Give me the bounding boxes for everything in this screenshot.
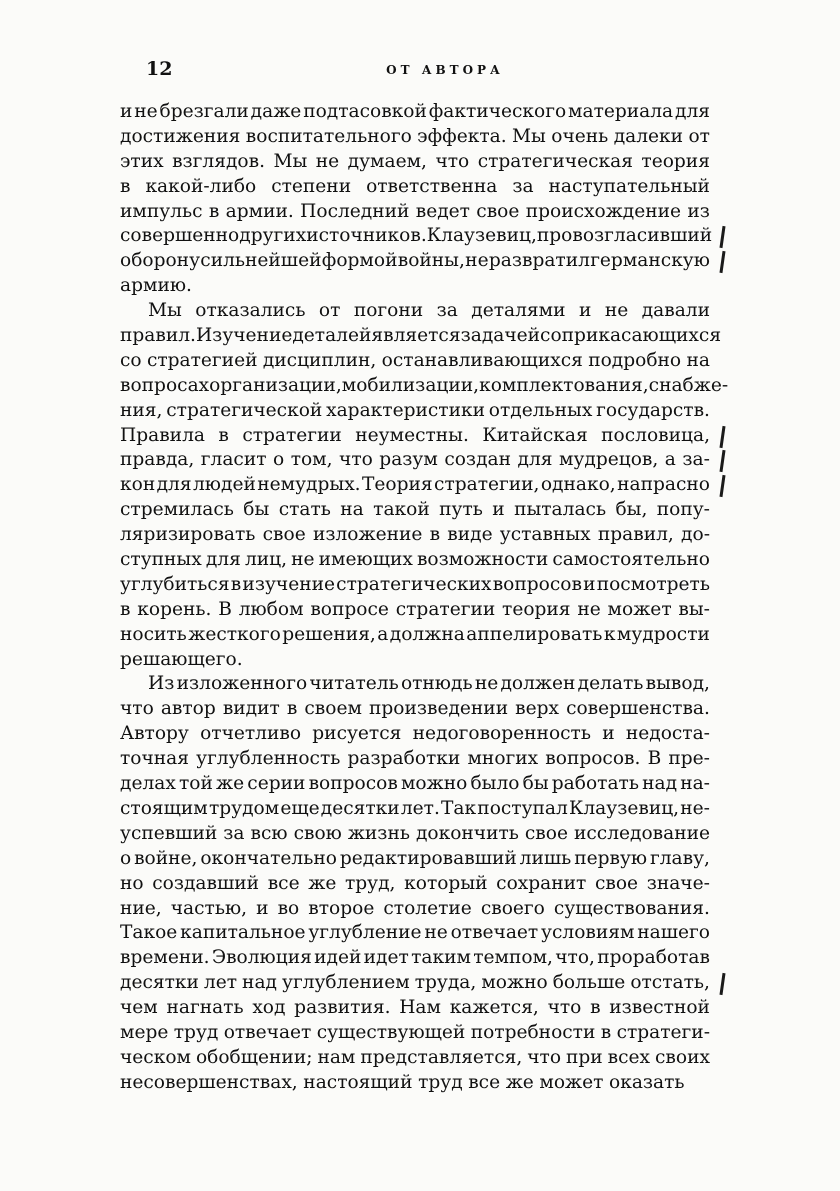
text-line: импульс в армии. Последний ведет свое происхождение из	[120, 200, 710, 222]
margin-pencil-mark	[719, 973, 725, 995]
text-line: Правила в стратегии неуместны. Китайская пословица,	[120, 424, 710, 449]
margin-pencil-mark	[719, 450, 725, 472]
margin-pencil-mark	[719, 425, 725, 447]
text-line: мере труд отвечает существующей потребности в стратеги-	[120, 1021, 710, 1043]
text-line: совершенно других источников. Клаузевиц, провозгласивший	[120, 224, 710, 249]
text-line: десятки лет над углублением труда, можно больше отстать,	[120, 971, 710, 996]
text-line: армию.	[120, 275, 192, 297]
text-line: стремилась бы стать на такой путь и пыталась бы, попу-	[120, 499, 710, 521]
text-line: правил. Изучение деталей является задачей соприкасающихся	[120, 325, 722, 347]
text-line: времени. Эволюция идей идет таким темпом, что, проработав	[120, 947, 710, 969]
text-line: этих взглядов. Мы не думаем, что стратегическая теория	[120, 150, 710, 172]
text-line: достижения воспитательного эффекта. Мы очень далеки от	[120, 125, 710, 147]
text-line: носить жесткого решения, а должна аппелировать к мудрости	[120, 623, 710, 645]
text-line: о войне, окончательно редактировавший лишь первую главу,	[120, 847, 710, 869]
text-line: ческом обобщении; нам представляется, что при всех своих	[120, 1046, 710, 1068]
text-line: ния, стратегической характеристики отдельных государств.	[120, 399, 710, 421]
text-line: решающего.	[120, 648, 243, 670]
text-line: несовершенствах, настоящий труд все же может оказать	[120, 1071, 685, 1093]
text-line: Мы отказались от погони за деталями и не давали	[148, 300, 710, 322]
body-text	[120, 100, 729, 1096]
text-line: ние, частью, и во второе столетие своего существования.	[120, 897, 710, 919]
text-line: ляризировать свое изложение в виде уставных правил, до-	[120, 524, 710, 546]
text-line: Такое капитальное углубление не отвечает условиям нашего	[120, 922, 710, 944]
text-line: Автору отчетливо рисуется недоговоренность и недоста-	[120, 723, 710, 745]
margin-pencil-mark	[719, 226, 725, 248]
text-line: в корень. В любом вопросе стратегии теория не может вы-	[120, 598, 710, 620]
text-line: вопросах организации, мобилизации, комплектования, снабже-	[120, 374, 729, 396]
text-line: в какой-либо степени ответственна за наступательный	[120, 175, 710, 197]
text-line: оборону сильнейшей формой войны, не развратил германскую	[120, 249, 710, 274]
page-number: 12	[146, 58, 173, 80]
text-line: и не брезгали даже подтасовкой фактического материала для	[120, 101, 710, 122]
text-line: точная углубленность разработки многих вопросов. В пре-	[120, 748, 710, 770]
margin-pencil-mark	[719, 475, 725, 497]
text-line: успевший за всю свою жизнь докончить свое исследование	[120, 822, 710, 844]
text-line: кон для людей немудрых. Теория стратегии, однако, напрасно	[120, 473, 710, 498]
text-line: делах той же серии вопросов можно было бы работать над на-	[120, 773, 710, 795]
text-line: правда, гласит о том, что разум создан для мудрецов, а за-	[120, 448, 710, 473]
text-line: чем нагнать ход развития. Нам кажется, что в известной	[120, 997, 710, 1019]
text-line: углубиться в изучение стратегических вопросов и посмотреть	[120, 573, 710, 595]
text-line: но создавший все же труд, который сохранит свое значе-	[120, 872, 710, 894]
text-line: стоящим трудом еще десятки лет. Так поступал Клаузевиц, не-	[120, 797, 710, 819]
running-title: ОТ АВТОРА	[386, 63, 504, 77]
text-line: ступных для лиц, не имеющих возможности самостоятельно	[120, 549, 710, 571]
text-line: со стратегией дисциплин, останавливающихся подробно на	[120, 349, 710, 371]
text-line: Из изложенного читатель отнюдь не должен делать вывод,	[148, 673, 710, 695]
text-line: что автор видит в своем произведении верх совершенства.	[120, 698, 710, 720]
margin-pencil-mark	[719, 251, 725, 273]
